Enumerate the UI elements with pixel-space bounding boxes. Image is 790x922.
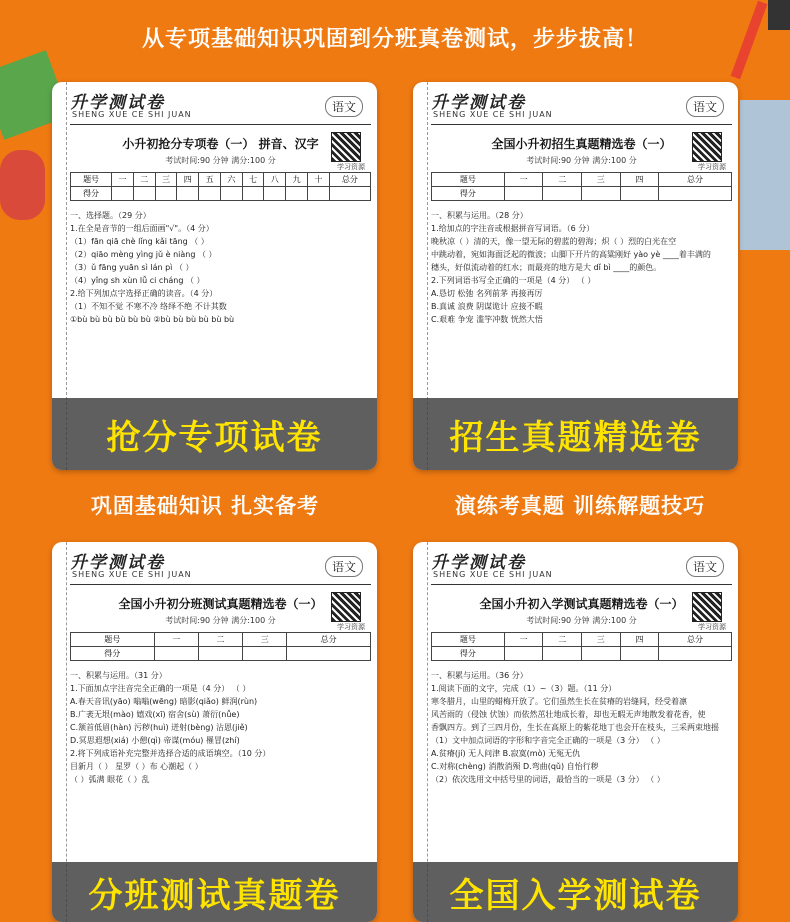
brand-subtitle: SHENG XUE CE SHI JUAN	[433, 570, 553, 579]
exam-line: 穗头，好似流动着的红水；而最亮的地方是大 dǐ bì ____的颜色。	[431, 263, 662, 272]
qr-label: 学习资源	[337, 163, 365, 171]
score-header-row: 题号 一 二 三 四 五 六 七 八 九 十 总分	[71, 173, 371, 187]
exam-body	[431, 209, 732, 326]
brand-logo: 升学测试卷	[70, 553, 165, 573]
score-table	[431, 172, 732, 201]
score-value-row: 得分	[432, 647, 732, 661]
brand-subtitle: SHENG XUE CE SHI JUAN	[72, 570, 192, 579]
exam-meta: 考试时间:90 分钟 满分:100 分	[165, 616, 276, 625]
score-table	[431, 632, 732, 661]
exam-line: 1.下面加点字注音完全正确的一项是（4 分） （ ）	[70, 684, 251, 693]
exam-line: （2）qiāo mèng yìng jǔ è niàng （ ）	[70, 250, 217, 259]
exam-line: B.真诚 浪费 阴谋诡计 应接不暇	[431, 302, 543, 311]
exam-title: 全国小升初招生真题精选卷（一）	[491, 137, 672, 151]
exam-meta: 考试时间:90 分钟 满分:100 分	[526, 156, 637, 165]
exam-line: A.贫瘠(jí) 无人问津 B.寂寞(mò) 无冤无仇	[431, 749, 581, 758]
exam-line: 晚秋凉（ ）清的天，像一望无际的碧蓝的碧海；炽（ ）烈的白光在空	[431, 237, 677, 246]
banner-text: 抢分专项试卷	[106, 417, 323, 458]
qr-label: 学习资源	[698, 623, 726, 631]
exam-line: 目新月（ ） 星罗（ ）布 心潮起（ ）	[70, 762, 203, 771]
exam-line: 1.阅读下面的文字，完成（1）~（3）题。（11 分）	[431, 684, 617, 693]
exam-line: 2.下列词语书写全正确的一项是（4 分） （ ）	[431, 276, 596, 285]
exam-body	[70, 669, 371, 786]
exam-line: C.对称(chèng) 消散消殒 D.弯曲(qǔ) 自怡行秽	[431, 762, 599, 771]
exam-body	[70, 209, 371, 326]
subject-badge: 语文	[686, 556, 724, 577]
exam-line: 中跳动着，宛如海面泛起的微波；山脚下开片的高粱刚好 yào yè ____着丰满的	[431, 250, 711, 259]
exam-line: A.恳切 松弛 名列前茅 再接再厉	[431, 289, 543, 298]
category-banner	[413, 862, 738, 922]
banner-text: 招生真题精选卷	[449, 417, 702, 458]
caption-left: 巩固基础知识 扎实备考	[90, 494, 320, 518]
exam-line: （1）fān qiā chè lǐng kǎi tāng （ ）	[70, 237, 209, 246]
category-banner	[413, 398, 738, 470]
score-header-row: 题号 一 二 三 四 总分	[432, 173, 732, 187]
exam-card-2	[413, 82, 738, 470]
brand-logo: 升学测试卷	[70, 93, 165, 113]
exam-line: 一、积累与运用。（31 分）	[70, 671, 167, 680]
decorative-red-shape	[0, 150, 45, 220]
exam-line: 1.给加点的字注音或根据拼音写词语。（6 分）	[431, 224, 595, 233]
category-banner	[52, 862, 377, 922]
qr-label: 学习资源	[337, 623, 365, 631]
exam-line: （1）不知不觉 不寒不冷 络绎不绝 不计其数	[70, 302, 227, 311]
qr-code-icon	[331, 132, 361, 162]
brand-subtitle: SHENG XUE CE SHI JUAN	[433, 110, 553, 119]
score-value-row: 得分	[71, 647, 371, 661]
brand-subtitle: SHENG XUE CE SHI JUAN	[72, 110, 192, 119]
exam-header	[70, 88, 371, 125]
exam-line: 风苦雨的（侵蚀 伏蚀）而依然茁壮地成长着，却也无暇无声地散发着花香，使	[431, 710, 706, 719]
caption-right: 演练考真题 训练解题技巧	[454, 494, 706, 518]
exam-line: ①bù bù bù bù bù bù ②bù bù bù bù bù bù	[70, 315, 235, 324]
brand-logo: 升学测试卷	[431, 93, 526, 113]
category-banner	[52, 398, 377, 470]
exam-line: （2）依次选用文中括号里的词语，最恰当的一项是（3 分） （ ）	[431, 775, 665, 784]
exam-line: 一、积累与运用。（36 分）	[431, 671, 528, 680]
exam-card-3	[52, 542, 377, 922]
brand-logo: 升学测试卷	[431, 553, 526, 573]
exam-line: C.艰难 争宠 滥竽冲数 恍然大悟	[431, 315, 543, 324]
exam-card-1	[52, 82, 377, 470]
score-header-row: 题号 一 二 三 总分	[71, 633, 371, 647]
qr-code-icon	[692, 132, 722, 162]
exam-line: D.冥思遐想(xiá) 小憩(qì) 帝谋(móu) 罹冒(zhí)	[70, 736, 240, 745]
exam-header	[70, 548, 371, 585]
subject-badge: 语文	[686, 96, 724, 117]
qr-code-icon	[692, 592, 722, 622]
exam-line: 一、选择题。（29 分）	[70, 211, 151, 220]
qr-label: 学习资源	[698, 163, 726, 171]
subject-badge: 语文	[325, 96, 363, 117]
score-table	[70, 172, 371, 201]
exam-line: 寒冬腊月，山里的蜡梅开放了。它们虽然生长在贫瘠的岩缝间，经受着凛	[431, 697, 687, 706]
exam-line: （ ）弧满 眼花（ ）乱	[70, 775, 150, 784]
exam-header	[431, 88, 732, 125]
exam-title: 全国小升初分班测试真题精选卷（一）	[118, 597, 323, 611]
score-value-row: 得分	[432, 187, 732, 201]
exam-meta: 考试时间:90 分钟 满分:100 分	[526, 616, 637, 625]
qr-code-icon	[331, 592, 361, 622]
banner-text: 全国入学测试卷	[449, 875, 702, 916]
score-table	[70, 632, 371, 661]
exam-body	[431, 669, 732, 786]
exam-title: 全国小升初入学测试真题精选卷（一）	[479, 597, 684, 611]
exam-line: 2.给下列加点字选择正确的读音。（4 分）	[70, 289, 218, 298]
banner-text: 分班测试真题卷	[88, 875, 341, 916]
exam-header	[431, 548, 732, 585]
exam-line: 一、积累与运用。（28 分）	[431, 211, 528, 220]
exam-line: C.颔首低眉(hàn) 污秽(huì) 迸射(bèng) 沾恩(jiě)	[70, 723, 248, 732]
exam-line: B.广袤无垠(mào) 嬉戏(xī) 宿舍(sù) 萧衍(nǚe)	[70, 710, 240, 719]
decorative-book	[740, 100, 790, 250]
exam-line: 1.在全是音节的一组后面画"√"。（4 分）	[70, 224, 214, 233]
exam-line: 香飘四方。到了三四月份，生长在高原上的紫花地丁也会开在枝头，三采两束地摇	[431, 723, 719, 732]
score-header-row: 题号 一 二 三 四 总分	[432, 633, 732, 647]
exam-line: 2.将下列成语补充完整并选择合适的成语填空。（10 分）	[70, 749, 271, 758]
exam-line: （4）yǐng sh xùn lǚ ci cháng （ ）	[70, 276, 205, 285]
exam-card-4	[413, 542, 738, 922]
exam-meta: 考试时间:90 分钟 满分:100 分	[165, 156, 276, 165]
score-value-row: 得分	[71, 187, 371, 201]
exam-line: A.春天音讯(yāo) 嗡嗡(wēng) 暗影(qiǎo) 鲜润(rùn)	[70, 697, 258, 706]
exam-line: （3）ǔ fāng yuān sì lán pì （ ）	[70, 263, 194, 272]
subject-badge: 语文	[325, 556, 363, 577]
exam-title: 小升初抢分专项卷（一） 拼音、汉字	[122, 137, 319, 151]
headline: 从专项基础知识巩固到分班真卷测试，步步拔高！	[141, 27, 648, 52]
exam-line: （1）文中加点词语的字形和字音完全正确的一项是（3 分） （ ）	[431, 736, 665, 745]
